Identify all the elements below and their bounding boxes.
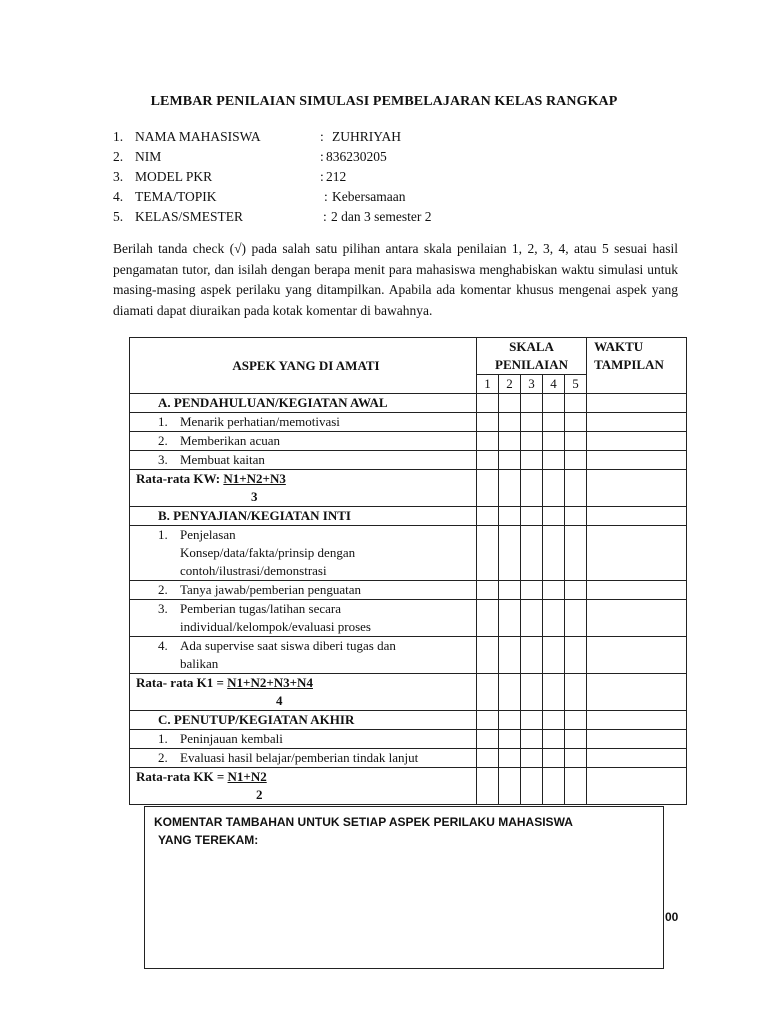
time-cell[interactable]	[587, 581, 687, 600]
time-cell[interactable]	[587, 451, 687, 470]
info-number: 4.	[113, 189, 124, 204]
info-label: MODEL PKR	[135, 169, 213, 184]
info-value: ZUHRIYAH	[332, 129, 401, 144]
table-row	[130, 600, 687, 637]
average-formula-c: Rata-rata KK = N1+N2 2	[130, 768, 477, 805]
page-number-fragment: 00	[665, 910, 679, 924]
time-cell[interactable]	[587, 711, 687, 730]
score-cell[interactable]	[565, 413, 587, 432]
section-b-title: B. PENYAJIAN/KEGIATAN INTI	[130, 507, 477, 526]
table-row	[130, 526, 687, 581]
score-cell[interactable]	[565, 451, 587, 470]
info-value: 836230205	[326, 149, 387, 164]
score-cell[interactable]	[521, 581, 543, 600]
score-cell[interactable]	[499, 394, 521, 413]
score-cell[interactable]	[565, 637, 587, 674]
time-cell[interactable]	[587, 394, 687, 413]
time-cell[interactable]	[587, 730, 687, 749]
score-cell[interactable]	[521, 749, 543, 768]
aspect-item: 1. Menarik perhatian/memotivasi	[130, 413, 477, 432]
aspect-item: 1. Peninjauan kembali	[130, 730, 477, 749]
score-cell[interactable]	[521, 526, 543, 581]
score-cell[interactable]	[543, 674, 565, 711]
score-cell[interactable]	[543, 600, 565, 637]
section-a-row	[130, 394, 687, 413]
info-value: 2 dan 3 semester 2	[331, 209, 432, 224]
aspect-item: 2. Memberikan acuan	[130, 432, 477, 451]
score-cell[interactable]	[543, 432, 565, 451]
time-cell[interactable]	[587, 413, 687, 432]
table-row	[130, 637, 687, 674]
info-label: TEMA/TOPIK	[135, 189, 217, 204]
table-row	[130, 432, 687, 451]
table-row	[130, 581, 687, 600]
score-cell[interactable]	[521, 730, 543, 749]
average-formula-a: Rata-rata KW: N1+N2+N3 3	[130, 470, 477, 507]
info-label: NIM	[135, 149, 162, 164]
aspect-item: 2. Tanya jawab/pemberian penguatan	[130, 581, 477, 600]
score-cell[interactable]	[499, 451, 521, 470]
aspect-item: 3. Membuat kaitan	[130, 451, 477, 470]
score-cell[interactable]	[477, 674, 499, 711]
time-cell[interactable]	[587, 526, 687, 581]
scale-number: 2	[499, 375, 521, 394]
score-cell[interactable]	[477, 432, 499, 451]
comment-subtitle: YANG TEREKAM:	[158, 833, 259, 847]
score-cell[interactable]	[499, 674, 521, 711]
header-aspek: ASPEK YANG DI AMATI	[130, 338, 477, 394]
page-title: LEMBAR PENILAIAN SIMULASI PEMBELAJARAN KELAS RANGKAP	[150, 94, 618, 109]
score-cell[interactable]	[499, 413, 521, 432]
score-cell[interactable]	[499, 711, 521, 730]
scale-number: 5	[565, 375, 587, 394]
info-separator: :	[324, 189, 328, 204]
score-cell[interactable]	[565, 432, 587, 451]
score-cell[interactable]	[499, 507, 521, 526]
time-cell[interactable]	[587, 749, 687, 768]
scale-number: 4	[543, 375, 565, 394]
time-cell[interactable]	[587, 507, 687, 526]
score-cell[interactable]	[477, 413, 499, 432]
score-cell[interactable]	[521, 600, 543, 637]
info-value: 212	[326, 169, 347, 184]
average-row-c	[130, 768, 687, 805]
time-cell[interactable]	[587, 470, 687, 507]
score-cell[interactable]	[543, 507, 565, 526]
score-cell[interactable]	[521, 432, 543, 451]
score-cell[interactable]	[565, 730, 587, 749]
score-cell[interactable]	[565, 600, 587, 637]
score-cell[interactable]	[499, 432, 521, 451]
table-header-row	[130, 338, 687, 375]
aspect-item: 2. Evaluasi hasil belajar/pemberian tindak lanjut	[130, 749, 477, 768]
score-cell[interactable]	[499, 526, 521, 581]
score-cell[interactable]	[499, 768, 521, 805]
score-cell[interactable]	[477, 526, 499, 581]
table-row	[130, 413, 687, 432]
time-cell[interactable]	[587, 768, 687, 805]
comment-title: KOMENTAR TAMBAHAN UNTUK SETIAP ASPEK PERILAKU MAHASISWA	[154, 815, 573, 829]
table-row	[130, 749, 687, 768]
score-cell[interactable]	[543, 637, 565, 674]
section-c-row	[130, 711, 687, 730]
section-a-title: A. PENDAHULUAN/KEGIATAN AWAL	[130, 394, 477, 413]
score-cell[interactable]	[543, 581, 565, 600]
score-cell[interactable]	[521, 413, 543, 432]
scale-number: 3	[521, 375, 543, 394]
section-b-row	[130, 507, 687, 526]
score-cell[interactable]	[543, 451, 565, 470]
score-cell[interactable]	[543, 470, 565, 507]
score-cell[interactable]	[499, 637, 521, 674]
info-value: Kebersamaan	[332, 189, 406, 204]
info-separator: :	[320, 129, 324, 144]
score-cell[interactable]	[521, 637, 543, 674]
time-cell[interactable]	[587, 637, 687, 674]
score-cell[interactable]	[543, 768, 565, 805]
info-number: 5.	[113, 209, 124, 224]
comment-box[interactable]	[144, 806, 664, 969]
section-c-title: C. PENUTUP/KEGIATAN AKHIR	[130, 711, 477, 730]
score-cell[interactable]	[477, 600, 499, 637]
score-cell[interactable]	[565, 674, 587, 711]
aspect-item: 1. Penjelasan Konsep/data/fakta/prinsip dengan contoh/ilustrasi/demonstrasi	[130, 526, 477, 581]
info-label: KELAS/SMESTER	[135, 209, 244, 224]
score-cell[interactable]	[521, 768, 543, 805]
score-cell[interactable]	[477, 730, 499, 749]
score-cell[interactable]	[477, 507, 499, 526]
table-row	[130, 730, 687, 749]
score-cell[interactable]	[565, 470, 587, 507]
score-cell[interactable]	[543, 711, 565, 730]
info-number: 2.	[113, 149, 124, 164]
score-cell[interactable]	[543, 749, 565, 768]
average-row-b	[130, 674, 687, 711]
score-cell[interactable]	[521, 507, 543, 526]
score-cell[interactable]	[521, 394, 543, 413]
score-cell[interactable]	[543, 413, 565, 432]
info-label: NAMA MAHASISWA	[135, 129, 261, 144]
score-cell[interactable]	[543, 730, 565, 749]
score-cell[interactable]	[477, 581, 499, 600]
header-waktu: WAKTU TAMPILAN	[587, 338, 687, 394]
average-formula-b: Rata- rata K1 = N1+N2+N3+N4 4	[130, 674, 477, 711]
score-cell[interactable]	[499, 749, 521, 768]
score-cell[interactable]	[565, 711, 587, 730]
score-cell[interactable]	[499, 600, 521, 637]
scale-number: 1	[477, 375, 499, 394]
score-cell[interactable]	[499, 581, 521, 600]
assessment-table	[129, 337, 687, 805]
time-cell[interactable]	[587, 674, 687, 711]
score-cell[interactable]	[477, 768, 499, 805]
score-cell[interactable]	[477, 711, 499, 730]
aspect-item: 4. Ada supervise saat siswa diberi tugas dan balikan	[130, 637, 477, 674]
score-cell[interactable]	[477, 470, 499, 507]
info-separator: :	[320, 149, 324, 164]
score-cell[interactable]	[521, 674, 543, 711]
score-cell[interactable]	[477, 451, 499, 470]
score-cell[interactable]	[543, 394, 565, 413]
score-cell[interactable]	[477, 637, 499, 674]
score-cell[interactable]	[499, 730, 521, 749]
score-cell[interactable]	[565, 581, 587, 600]
info-number: 1.	[113, 129, 124, 144]
time-cell[interactable]	[587, 432, 687, 451]
score-cell[interactable]	[521, 711, 543, 730]
header-skala: SKALA PENILAIAN	[477, 338, 587, 375]
score-cell[interactable]	[521, 451, 543, 470]
score-cell[interactable]	[565, 768, 587, 805]
aspect-item: 3. Pemberian tugas/latihan secara individual/kelompok/evaluasi proses	[130, 600, 477, 637]
score-cell[interactable]	[565, 526, 587, 581]
score-cell[interactable]	[543, 526, 565, 581]
score-cell[interactable]	[565, 394, 587, 413]
info-separator: :	[323, 209, 327, 224]
score-cell[interactable]	[499, 470, 521, 507]
info-number: 3.	[113, 169, 124, 184]
score-cell[interactable]	[477, 394, 499, 413]
score-cell[interactable]	[565, 749, 587, 768]
instructions-paragraph: Berilah tanda check (√) pada salah satu pilihan antara skala penilaian 1, 2, 3, 4, atau 5 sesuai hasil pengamatan tutor, dan isilah dengan berapa menit para mahasiswa menghabiskan waktu simulasi untuk masing-masing aspek perilaku yang ditampilkan. Apabila ada komentar khusus mengenai aspek yang diamati dapat diuraikan pada kotak komentar di bawahnya.	[113, 241, 678, 318]
table-row	[130, 451, 687, 470]
score-cell[interactable]	[477, 749, 499, 768]
score-cell[interactable]	[565, 507, 587, 526]
average-row-a	[130, 470, 687, 507]
info-separator: :	[320, 169, 324, 184]
score-cell[interactable]	[521, 470, 543, 507]
time-cell[interactable]	[587, 600, 687, 637]
